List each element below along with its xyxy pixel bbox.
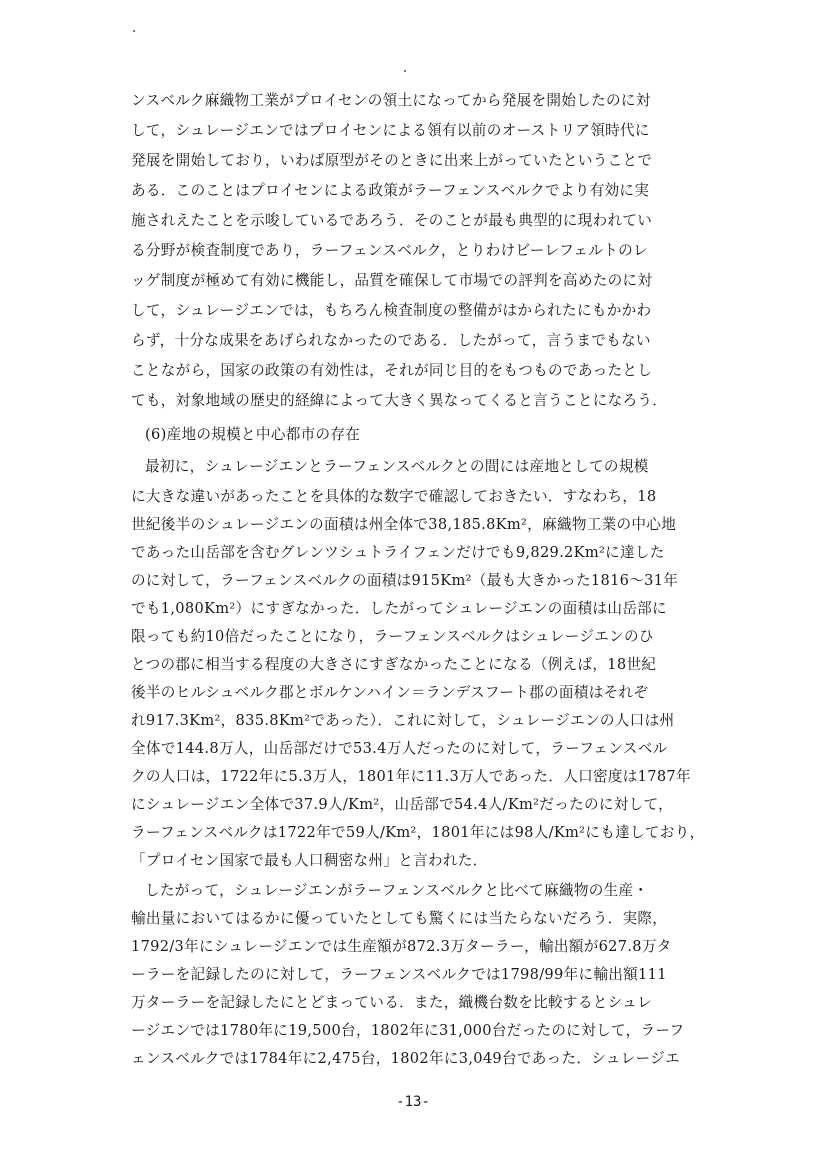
text-line: して，シュレージエンでは，もちろん検査制度の整備がはかられたにもかかわ (131, 302, 652, 319)
text-line: 世紀後半のシュレージエンの面積は州全体で38,185.8Km²，麻織物工業の中心地 (131, 516, 677, 533)
text-line: ある．このことはプロイセンによる政策がラーフェンスベルクでより有効に実 (131, 182, 650, 199)
text-line: る分野が検査制度であり，ラーフェンスベルク，とりわけビーレフェルトのレ (131, 242, 648, 259)
text-line: れ917.3Km²，835.8Km²であった）．これに対して，シュレージエンの人口は州 (131, 712, 675, 729)
page-number: -13- (396, 1094, 430, 1110)
text-line: に大きな違いがあったことを具体的な数字で確認しておきたい．すなわち，18 (131, 488, 657, 505)
text-line: ッゲ制度が極めて有効に機能し，品質を確保して市場での評判を高めたのに対 (131, 272, 653, 289)
text-line: ても，対象地域の歴史的経緯によって大きく異なってくると言うことになろう． (131, 392, 668, 409)
text-line: ーラーを記録したのに対して，ラーフェンスベルクでは1798/99年に輸出額111 (131, 966, 667, 983)
text-line: クの人口は，1722年に5.3万人，1801年に11.3万人であった．人口密度は1787年 (131, 768, 691, 785)
text-line: ことながら，国家の政策の有効性は，それが同じ目的をもつものであったとし (131, 362, 653, 379)
text-line: して，シュレージエンではプロイセンによる領有以前のオーストリア領時代に (131, 122, 650, 139)
text-line: であった山岳部を含むグレンツシュトライフェンだけでも9,829.2Km²に達した (131, 544, 665, 561)
text-line: 「プロイセン国家で最も人口稠密な州」と言われた． (131, 852, 488, 869)
text-line: のに対して，ラーフェンスベルクの面積は915Km²（最も大きかった1816〜31年 (131, 572, 679, 589)
text-line: 施されえたことを示唆しているであろう．そのことが最も典型的に現われてい (131, 212, 653, 229)
text-line: 限っても約10倍だったことになり，ラーフェンスベルクはシュレージエンのひ (131, 628, 654, 645)
scan-speck (404, 70, 406, 72)
text-line: にシュレージエン全体で37.9人/Km²，山岳部で54.4人/Km²だったのに対して， (131, 796, 674, 813)
text-line: らず，十分な成果をあげられなかったのである．したがって，言うまでもない (131, 332, 651, 349)
text-line: 輸出量においてはるかに優っていたとしても驚くには当たらないだろう．実際， (131, 910, 668, 927)
text-line: 万ターラーを記録したにとどまっている．また，織機台数を比較するとシュレ (131, 994, 652, 1011)
text-line: とつの郡に相当する程度の大きさにすぎなかったことになる（例えば，18世紀 (131, 656, 657, 673)
scan-speck (133, 30, 135, 32)
text-line: 発展を開始しており，いわば原型がそのときに出来上がっていたということで (131, 152, 653, 169)
text-line: 1792/3年にシュレージエンでは生産額が872.3万ターラー，輸出額が627.8万タ (131, 938, 672, 955)
text-line: ージエンでは1780年に19,500台，1802年に31,000台だったのに対して，ラーフ (131, 1022, 685, 1039)
text-line: 後半のヒルシュベルク郡とボルケンハイン＝ランデスフート郡の面積はそれぞ (131, 684, 649, 701)
text-line: したがって，シュレージエンがラーフェンスベルクと比べて麻織物の生産・ (145, 882, 649, 899)
section-heading: (6)産地の規模と中心都市の存在 (145, 426, 361, 443)
text-line: ンスベルク麻織物工業がプロイセンの領土になってから発展を開始したのに対 (131, 92, 651, 109)
text-line: でも1,080Km²）にすぎなかった．したがってシュレージエンの面積は山岳部に (131, 600, 667, 617)
text-line: 最初に，シュレージエンとラーフェンスベルクとの間には産地としての規模 (145, 458, 649, 475)
text-line: 全体で144.8万人，山岳部だけで53.4万人だったのに対して，ラーフェンスベル (131, 740, 668, 757)
text-line: ラーフェンスベルクは1722年で59人/Km²，1801年には98人/Km²にも達しており， (131, 824, 705, 841)
text-line: ェンスベルクでは1784年に2,475台，1802年に3,049台であった．シュレージエ (131, 1050, 681, 1067)
